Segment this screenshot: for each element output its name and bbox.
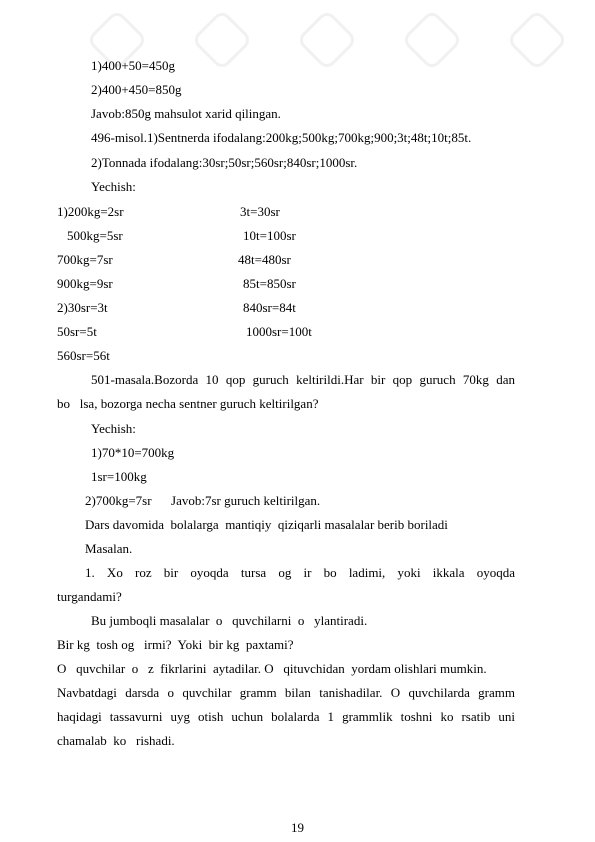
- solution-heading: Yechish:: [91, 179, 136, 194]
- answer-line: Javob:850g mahsulot xarid qilingan.: [91, 106, 281, 121]
- conversion-right-1: 3t=30sr: [240, 204, 280, 219]
- riddle-2: Bir kg tosh og irmi? Yoki bir kg paxtami?: [57, 637, 294, 652]
- paragraph-masalan: Masalan.: [85, 541, 133, 556]
- riddle-1-line-1: [85, 565, 515, 581]
- line-2: 2)400+450=850g: [91, 82, 182, 97]
- paragraph-gramm-text-1: Navbatdagi darsda o quvchilar gramm bilan tanishadilar. O quvchilarda gramm: [57, 685, 515, 700]
- conversion-right-3: 48t=480sr: [238, 252, 291, 267]
- paragraph-gramm-line-2: [57, 709, 515, 725]
- conversion-left-5: 2)30sr=3t: [57, 300, 108, 315]
- paragraph-gramm-text-2: haqidagi tassavurni uyg otish uchun bolalarda 1 grammlik toshni ko rsatib uni: [57, 709, 515, 724]
- conversion-left-7: 560sr=56t: [57, 348, 110, 363]
- conversion-left-1: 1)200kg=2sr: [57, 204, 124, 219]
- problem-501-step-2: 1sr=100kg: [91, 469, 147, 484]
- conversion-left-6: 50sr=5t: [57, 324, 97, 339]
- watermark-shape: [506, 9, 568, 71]
- watermark-shape: [296, 9, 358, 71]
- paragraph-gramm-line-3: chamalab ko rishadi.: [57, 733, 175, 748]
- paragraph-gramm-line-1: [57, 685, 515, 701]
- conversion-left-4: 900kg=9sr: [57, 276, 113, 291]
- conversion-left-3: 700kg=7sr: [57, 252, 113, 267]
- conversion-right-6: 1000sr=100t: [246, 324, 312, 339]
- riddle-1-text: 1. Xo roz bir oyoqda tursa og ir bo ladimi, yoki ikkala oyoqda: [85, 565, 515, 580]
- problem-501-step-1: 1)70*10=700kg: [91, 445, 175, 460]
- problem-501-text: 501-masala.Bozorda 10 qop guruch keltirildi.Har bir qop guruch 70kg dan: [91, 372, 515, 387]
- watermark-shape: [191, 9, 253, 71]
- paragraph-dars: Dars davomida bolalarga mantiqiy qiziqarli masalalar berib boriladi: [85, 517, 448, 532]
- page-number: 19: [291, 820, 304, 835]
- watermark-shape: [401, 9, 463, 71]
- exercise-496-part2: 2)Tonnada ifodalang:30sr;50sr;560sr;840sr;1000sr.: [91, 155, 358, 170]
- paragraph-fikr: O quvchilar o z fikrlarini aytadilar. O qituvchidan yordam olishlari mumkin.: [57, 661, 487, 676]
- conversion-right-4: 85t=850sr: [243, 276, 296, 291]
- problem-501-step-3: 2)700kg=7sr Javob:7sr guruch keltirilgan.: [85, 493, 321, 508]
- paragraph-jumboq: Bu jumboqli masalalar o quvchilarni o ylantiradi.: [91, 613, 368, 628]
- conversion-right-5: 840sr=84t: [243, 300, 296, 315]
- problem-501-line-2: bo lsa, bozorga necha sentner guruch keltirilgan?: [57, 396, 319, 411]
- exercise-496: 496-misol.1)Sentnerda ifodalang:200kg;500kg;700kg;900;3t;48t;10t;85t.: [91, 130, 472, 145]
- line-1: 1)400+50=450g: [91, 58, 175, 73]
- riddle-1-line-2: turgandami?: [57, 589, 122, 604]
- problem-501-solution-heading: Yechish:: [91, 421, 136, 436]
- conversion-right-2: 10t=100sr: [243, 228, 296, 243]
- problem-501-line-1: [91, 372, 515, 388]
- conversion-left-2: 500kg=5sr: [67, 228, 123, 243]
